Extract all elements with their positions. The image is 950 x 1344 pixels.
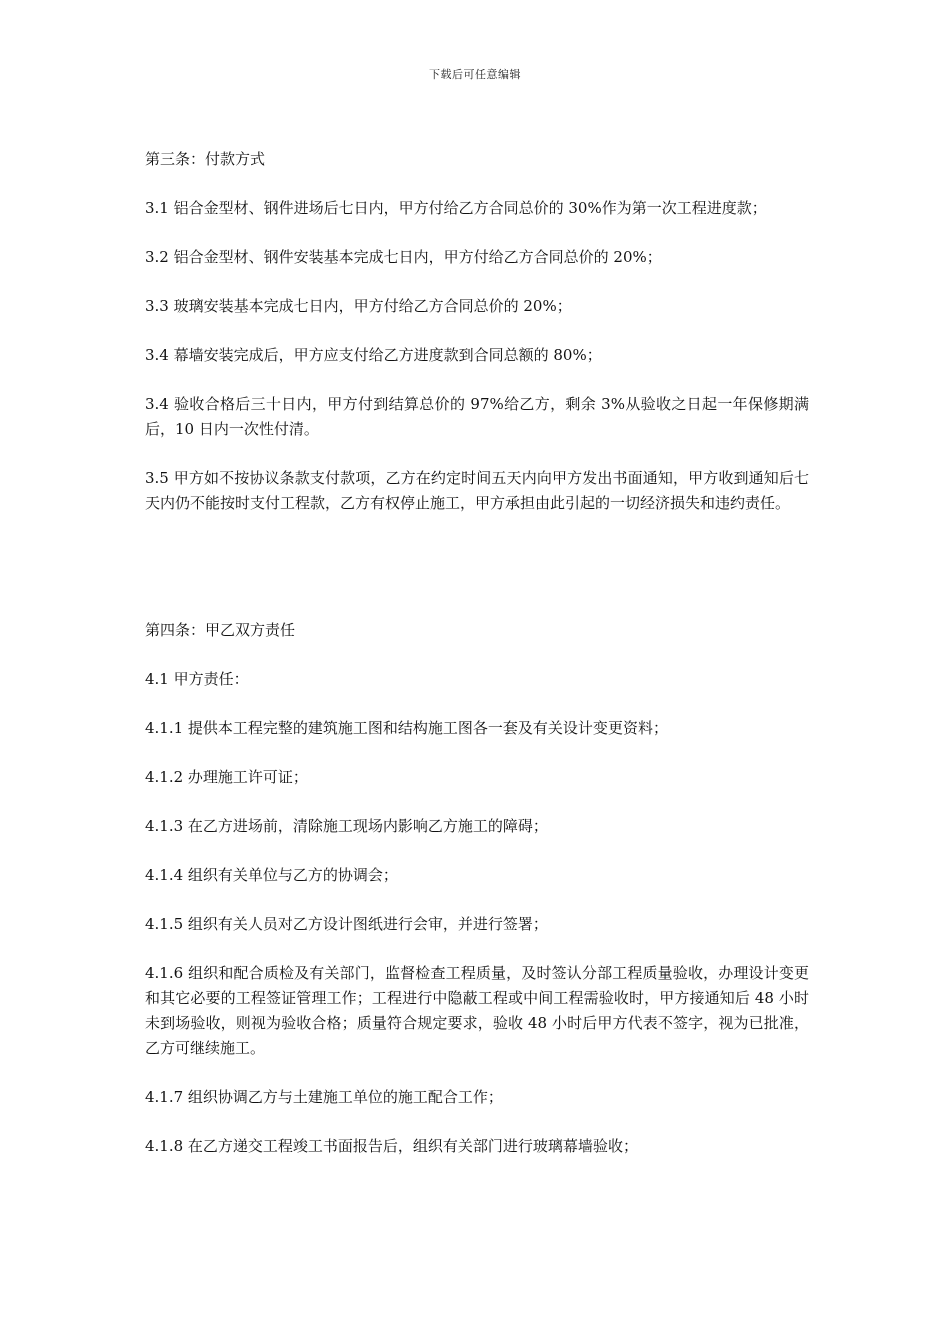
clause-4-1: 4.1 甲方责任： <box>145 670 249 688</box>
clause-4-1-2: 4.1.2 办理施工许可证； <box>145 768 308 786</box>
clause-3-5: 3.5 甲方如不按协议条款支付款项，乙方在约定时间五天内向甲方发出书面通知，甲方收到通知后七天内仍不能按时支付工程款，乙方有权停止施工，甲方承担由此引起的一切经济损失和违约责任。 <box>145 469 809 512</box>
clause-4-1-7: 4.1.7 组织协调乙方与土建施工单位的施工配合工作； <box>145 1088 503 1106</box>
section-4-title: 第四条：甲乙双方责任 <box>145 621 296 639</box>
clause-4-1-5: 4.1.5 组织有关人员对乙方设计图纸进行会审，并进行签署； <box>145 915 548 933</box>
page-header: 下载后可任意编辑 <box>429 68 521 81</box>
clause-3-4a: 3.4 幕墙安装完成后，甲方应支付给乙方进度款到合同总额的 80%； <box>145 346 602 364</box>
clause-3-2: 3.2 铝合金型材、钢件安装基本完成七日内，甲方付给乙方合同总价的 20%； <box>145 248 662 266</box>
clause-4-1-4: 4.1.4 组织有关单位与乙方的协调会； <box>145 866 398 884</box>
section-3-title: 第三条：付款方式 <box>145 150 266 168</box>
clause-3-1: 3.1 铝合金型材、钢件进场后七日内，甲方付给乙方合同总价的 30%作为第一次工程进度款； <box>145 199 767 217</box>
section-spacer <box>145 540 809 618</box>
clause-4-1-8: 4.1.8 在乙方递交工程竣工书面报告后，组织有关部门进行玻璃幕墙验收； <box>145 1137 638 1155</box>
clause-4-1-3: 4.1.3 在乙方进场前，清除施工现场内影响乙方施工的障碍； <box>145 817 548 835</box>
clause-3-4b: 3.4 验收合格后三十日内，甲方付到结算总价的 97%给乙方，剩余 3%从验收之日起一年保修期满后，10 日内一次性付清。 <box>145 395 809 438</box>
clause-4-1-6: 4.1.6 组织和配合质检及有关部门，监督检查工程质量，及时签认分部工程质量验收，办理设计变更和其它必要的工程签证管理工作；工程进行中隐蔽工程或中间工程需验收时，甲方接通知后 48 小时未到场验收，则视为验收合格；质量符合规定要求，验收 48 小时后甲方代表不签字，视为已批准，乙方可继续施工。 <box>145 964 809 1057</box>
clause-3-3: 3.3 玻璃安装基本完成七日内，甲方付给乙方合同总价的 20%； <box>145 297 572 315</box>
document-body <box>145 147 809 1183</box>
clause-4-1-1: 4.1.1 提供本工程完整的建筑施工图和结构施工图各一套及有关设计变更资料； <box>145 719 668 737</box>
